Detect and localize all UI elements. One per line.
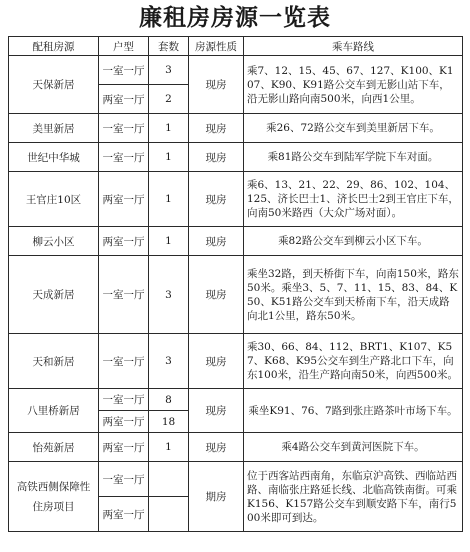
housing-name: 美里新居 [9, 114, 99, 143]
unit-type: 一室一厅 [99, 256, 149, 334]
table-row [9, 172, 463, 227]
housing-nature: 现房 [189, 334, 244, 389]
housing-nature: 现房 [189, 172, 244, 227]
bus-route: 乘7、12、15、45、67、127、K100、K107、K90、K91路公交车到无影山站下车，沿无影山路向南500米，向西1公里。 [244, 56, 463, 114]
bus-route: 乘坐K91、76、7路到张庄路茶叶市场下车。 [244, 389, 463, 433]
unit-count: 1 [149, 227, 189, 256]
table-header-row [9, 37, 463, 56]
unit-count: 3 [149, 256, 189, 334]
unit-count [149, 497, 189, 532]
unit-count: 2 [149, 85, 189, 114]
table-row [9, 334, 463, 389]
unit-count: 1 [149, 433, 189, 462]
housing-name: 王官庄10区 [9, 172, 99, 227]
header-count: 套数 [149, 37, 189, 56]
unit-type: 两室一厅 [99, 497, 149, 532]
unit-count: 3 [149, 334, 189, 389]
bus-route: 乘82路公交车到柳云小区下车。 [244, 227, 463, 256]
housing-nature: 现房 [189, 389, 244, 433]
table-row [9, 389, 463, 411]
unit-type: 两室一厅 [99, 85, 149, 114]
housing-nature: 期房 [189, 462, 244, 532]
unit-count: 18 [149, 411, 189, 433]
housing-table [8, 36, 463, 532]
housing-nature: 现房 [189, 114, 244, 143]
bus-route: 乘81路公交车到陆军学院下车对面。 [244, 143, 463, 172]
table-row [9, 227, 463, 256]
table-row [9, 143, 463, 172]
unit-type: 两室一厅 [99, 433, 149, 462]
bus-route: 乘26、72路公交车到美里新居下车。 [244, 114, 463, 143]
table-row [9, 114, 463, 143]
unit-count [149, 462, 189, 497]
unit-count: 1 [149, 143, 189, 172]
unit-type: 两室一厅 [99, 227, 149, 256]
unit-type: 一室一厅 [99, 114, 149, 143]
unit-type: 一室一厅 [99, 462, 149, 497]
header-type: 户型 [99, 37, 149, 56]
unit-type: 两室一厅 [99, 411, 149, 433]
table-row [9, 256, 463, 334]
unit-count: 3 [149, 56, 189, 85]
housing-nature: 现房 [189, 227, 244, 256]
housing-nature: 现房 [189, 433, 244, 462]
table-row [9, 433, 463, 462]
housing-name: 怡苑新居 [9, 433, 99, 462]
bus-route: 位于西客站西南角，东临京沪高铁、西临站西路、南临张庄路延长线、北临高铁南街。可乘K156、K157路公交车到顺安路下车，南行500米即可到达。 [244, 462, 463, 532]
bus-route: 乘4路公交车到黄河医院下车。 [244, 433, 463, 462]
unit-count: 8 [149, 389, 189, 411]
housing-name: 高铁西侧保障性住房项目 [9, 462, 99, 532]
header-route: 乘车路线 [244, 37, 463, 56]
unit-count: 1 [149, 114, 189, 143]
unit-type: 一室一厅 [99, 143, 149, 172]
bus-route: 乘坐32路，到天桥街下车，向南150米，路东50米。乘坐3、5、7、11、15、83、84、K50、K51路公交车到天桥南下车，沿天成路向北1公里，路东50米。 [244, 256, 463, 334]
housing-name: 八里桥新居 [9, 389, 99, 433]
housing-nature: 现房 [189, 143, 244, 172]
bus-route: 乘30、66、84、112、BRT1、K107、K57、K68、K95公交车到生产路北口下车，向东100米，沿生产路向南50米，向西500米。 [244, 334, 463, 389]
unit-type: 一室一厅 [99, 334, 149, 389]
housing-name: 柳云小区 [9, 227, 99, 256]
housing-name: 天保新居 [9, 56, 99, 114]
table-row [9, 462, 463, 497]
housing-nature: 现房 [189, 256, 244, 334]
unit-type: 一室一厅 [99, 389, 149, 411]
housing-name: 天成新居 [9, 256, 99, 334]
table-body [9, 56, 463, 532]
housing-nature: 现房 [189, 56, 244, 114]
header-nature: 房源性质 [189, 37, 244, 56]
unit-count: 1 [149, 172, 189, 227]
unit-type: 一室一厅 [99, 56, 149, 85]
page-title: 廉租房房源一览表 [139, 5, 331, 31]
bus-route: 乘6、13、21、22、29、86、102、104、125、济长巴士1、济长巴士2到王官庄下车，向南50米路西（大众广场对面）。 [244, 172, 463, 227]
header-source: 配租房源 [9, 37, 99, 56]
housing-name: 世纪中华城 [9, 143, 99, 172]
unit-type: 两室一厅 [99, 172, 149, 227]
table-row [9, 56, 463, 85]
housing-name: 天和新居 [9, 334, 99, 389]
